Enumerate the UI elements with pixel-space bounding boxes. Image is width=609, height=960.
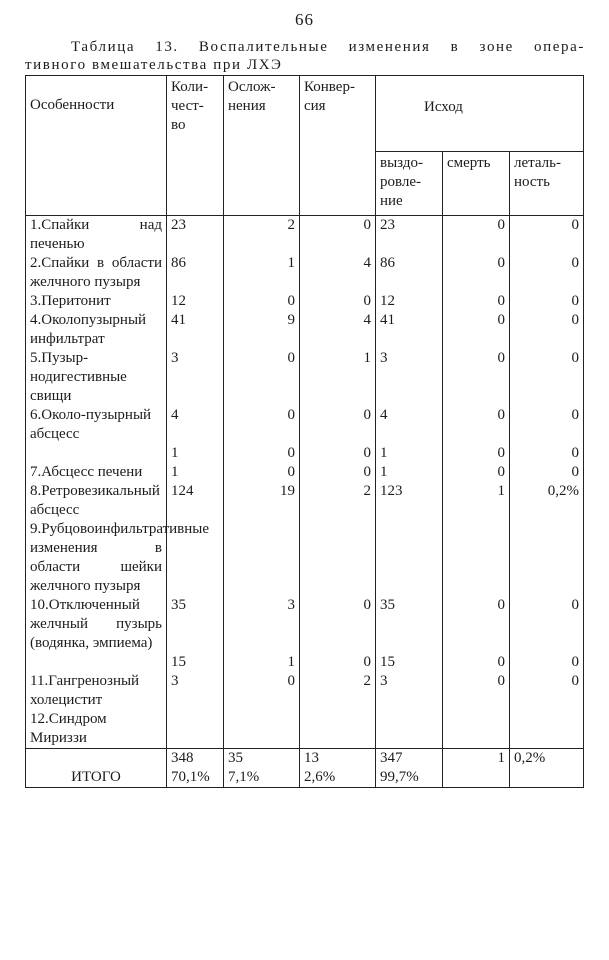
feature-cell: 9.Рубцовоинфильтративные изменения в области шейки желчного пузыря bbox=[26, 520, 167, 596]
recovery-cell: 35 bbox=[376, 596, 443, 653]
conversion-cell: 0 bbox=[300, 444, 376, 463]
count-cell: 35 bbox=[167, 596, 224, 653]
header-death: смерть bbox=[443, 152, 510, 216]
lethality-cell bbox=[510, 520, 584, 596]
table-row bbox=[26, 463, 584, 482]
table-row bbox=[26, 216, 584, 255]
complications-cell bbox=[224, 520, 300, 596]
conversion-cell: 1 bbox=[300, 349, 376, 406]
conversion-cell: 4 bbox=[300, 254, 376, 292]
death-cell: 0 bbox=[443, 463, 510, 482]
total-complications: 35 7,1% bbox=[224, 749, 300, 788]
feature-cell: 1.Спайки над печенью bbox=[26, 216, 167, 255]
lethality-cell: 0 bbox=[510, 463, 584, 482]
conversion-cell: 2 bbox=[300, 482, 376, 520]
header-recovery: выздо- ровле- ние bbox=[376, 152, 443, 216]
complications-cell: 19 bbox=[224, 482, 300, 520]
recovery-cell: 1 bbox=[376, 463, 443, 482]
count-cell: 15 bbox=[167, 653, 224, 672]
feature-cell: 11.Гангренозный холецистит bbox=[26, 672, 167, 710]
lethality-cell: 0 bbox=[510, 216, 584, 255]
table-row bbox=[26, 596, 584, 653]
recovery-cell: 4 bbox=[376, 406, 443, 444]
lethality-cell: 0 bbox=[510, 444, 584, 463]
table-caption bbox=[25, 38, 585, 74]
feature-cell: 2.Спайки в области желчного пузыря bbox=[26, 254, 167, 292]
conversion-cell: 0 bbox=[300, 596, 376, 653]
table-row bbox=[26, 311, 584, 349]
feature-cell: 4.Околопузырный инфильтрат bbox=[26, 311, 167, 349]
lethality-cell: 0 bbox=[510, 653, 584, 672]
lethality-cell: 0 bbox=[510, 596, 584, 653]
table-row bbox=[26, 482, 584, 520]
recovery-cell: 41 bbox=[376, 311, 443, 349]
count-cell: 124 bbox=[167, 482, 224, 520]
complications-cell: 0 bbox=[224, 349, 300, 406]
recovery-cell: 86 bbox=[376, 254, 443, 292]
death-cell bbox=[443, 710, 510, 749]
death-cell: 0 bbox=[443, 444, 510, 463]
recovery-cell: 3 bbox=[376, 672, 443, 710]
total-label: ИТОГО bbox=[26, 749, 167, 788]
header-features: Особенности bbox=[26, 76, 167, 216]
table-row bbox=[26, 672, 584, 710]
count-cell: 1 bbox=[167, 444, 224, 463]
complications-cell: 0 bbox=[224, 292, 300, 311]
death-cell: 0 bbox=[443, 311, 510, 349]
complications-cell: 0 bbox=[224, 463, 300, 482]
complications-cell: 1 bbox=[224, 254, 300, 292]
table-row bbox=[26, 444, 584, 463]
lethality-cell bbox=[510, 710, 584, 749]
count-cell: 86 bbox=[167, 254, 224, 292]
conversion-cell: 0 bbox=[300, 463, 376, 482]
caption-line-1: Таблица 13. Воспалительные изменения в зоне опера- bbox=[71, 39, 585, 55]
header-complications: Ослож- нения bbox=[224, 76, 300, 216]
count-cell: 3 bbox=[167, 672, 224, 710]
header-conversion: Конвер- сия bbox=[300, 76, 376, 216]
table-row bbox=[26, 349, 584, 406]
complications-cell bbox=[224, 710, 300, 749]
feature-cell bbox=[26, 444, 167, 463]
feature-cell: 12.Синдром Мириззи bbox=[26, 710, 167, 749]
results-table bbox=[25, 75, 584, 788]
table-row bbox=[26, 520, 584, 596]
death-cell: 0 bbox=[443, 349, 510, 406]
table-row bbox=[26, 292, 584, 311]
header-outcome: Исход bbox=[376, 76, 584, 152]
death-cell: 0 bbox=[443, 596, 510, 653]
lethality-cell: 0 bbox=[510, 311, 584, 349]
death-cell bbox=[443, 520, 510, 596]
table-row bbox=[26, 406, 584, 444]
recovery-cell: 123 bbox=[376, 482, 443, 520]
recovery-cell bbox=[376, 520, 443, 596]
conversion-cell: 0 bbox=[300, 406, 376, 444]
recovery-cell: 15 bbox=[376, 653, 443, 672]
total-row bbox=[26, 749, 584, 788]
count-cell: 41 bbox=[167, 311, 224, 349]
conversion-cell: 2 bbox=[300, 672, 376, 710]
total-conversion: 13 2,6% bbox=[300, 749, 376, 788]
lethality-cell: 0,2% bbox=[510, 482, 584, 520]
lethality-cell: 0 bbox=[510, 254, 584, 292]
lethality-cell: 0 bbox=[510, 292, 584, 311]
feature-cell bbox=[26, 653, 167, 672]
recovery-cell: 3 bbox=[376, 349, 443, 406]
death-cell: 0 bbox=[443, 672, 510, 710]
table-row bbox=[26, 653, 584, 672]
feature-cell: 10.Отключенный желчный пузырь (водянка, эмпиема) bbox=[26, 596, 167, 653]
conversion-cell: 0 bbox=[300, 216, 376, 255]
total-recovery: 347 99,7% bbox=[376, 749, 443, 788]
lethality-cell: 0 bbox=[510, 349, 584, 406]
count-cell: 1 bbox=[167, 463, 224, 482]
conversion-cell bbox=[300, 520, 376, 596]
death-cell: 0 bbox=[443, 216, 510, 255]
lethality-cell: 0 bbox=[510, 406, 584, 444]
recovery-cell: 1 bbox=[376, 444, 443, 463]
complications-cell: 0 bbox=[224, 444, 300, 463]
count-cell bbox=[167, 710, 224, 749]
complications-cell: 2 bbox=[224, 216, 300, 255]
table-row bbox=[26, 254, 584, 292]
recovery-cell: 12 bbox=[376, 292, 443, 311]
death-cell: 0 bbox=[443, 653, 510, 672]
recovery-cell: 23 bbox=[376, 216, 443, 255]
count-cell: 4 bbox=[167, 406, 224, 444]
header-lethality: леталь- ность bbox=[510, 152, 584, 216]
complications-cell: 3 bbox=[224, 596, 300, 653]
count-cell: 3 bbox=[167, 349, 224, 406]
header-count: Коли- чест- во bbox=[167, 76, 224, 216]
feature-cell: 7.Абсцесс печени bbox=[26, 463, 167, 482]
conversion-cell bbox=[300, 710, 376, 749]
complications-cell: 1 bbox=[224, 653, 300, 672]
conversion-cell: 0 bbox=[300, 292, 376, 311]
conversion-cell: 0 bbox=[300, 653, 376, 672]
lethality-cell: 0 bbox=[510, 672, 584, 710]
feature-cell: 3.Перитонит bbox=[26, 292, 167, 311]
death-cell: 0 bbox=[443, 406, 510, 444]
caption-line-2: тивного вмешательства при ЛХЭ bbox=[25, 57, 283, 73]
death-cell: 0 bbox=[443, 254, 510, 292]
complications-cell: 0 bbox=[224, 406, 300, 444]
death-cell: 1 bbox=[443, 482, 510, 520]
feature-cell: 8.Ретровезикальный абсцесс bbox=[26, 482, 167, 520]
count-cell: 23 bbox=[167, 216, 224, 255]
count-cell: 12 bbox=[167, 292, 224, 311]
complications-cell: 9 bbox=[224, 311, 300, 349]
death-cell: 0 bbox=[443, 292, 510, 311]
header-row-1 bbox=[26, 76, 584, 152]
feature-cell: 6.Около-пузырный абсцесс bbox=[26, 406, 167, 444]
total-lethality: 0,2% bbox=[510, 749, 584, 788]
table-row bbox=[26, 710, 584, 749]
complications-cell: 0 bbox=[224, 672, 300, 710]
recovery-cell bbox=[376, 710, 443, 749]
feature-cell: 5.Пузыр-нодигестивные свищи bbox=[26, 349, 167, 406]
conversion-cell: 4 bbox=[300, 311, 376, 349]
total-count: 348 70,1% bbox=[167, 749, 224, 788]
total-death: 1 bbox=[443, 749, 510, 788]
page-number: 66 bbox=[295, 10, 314, 29]
